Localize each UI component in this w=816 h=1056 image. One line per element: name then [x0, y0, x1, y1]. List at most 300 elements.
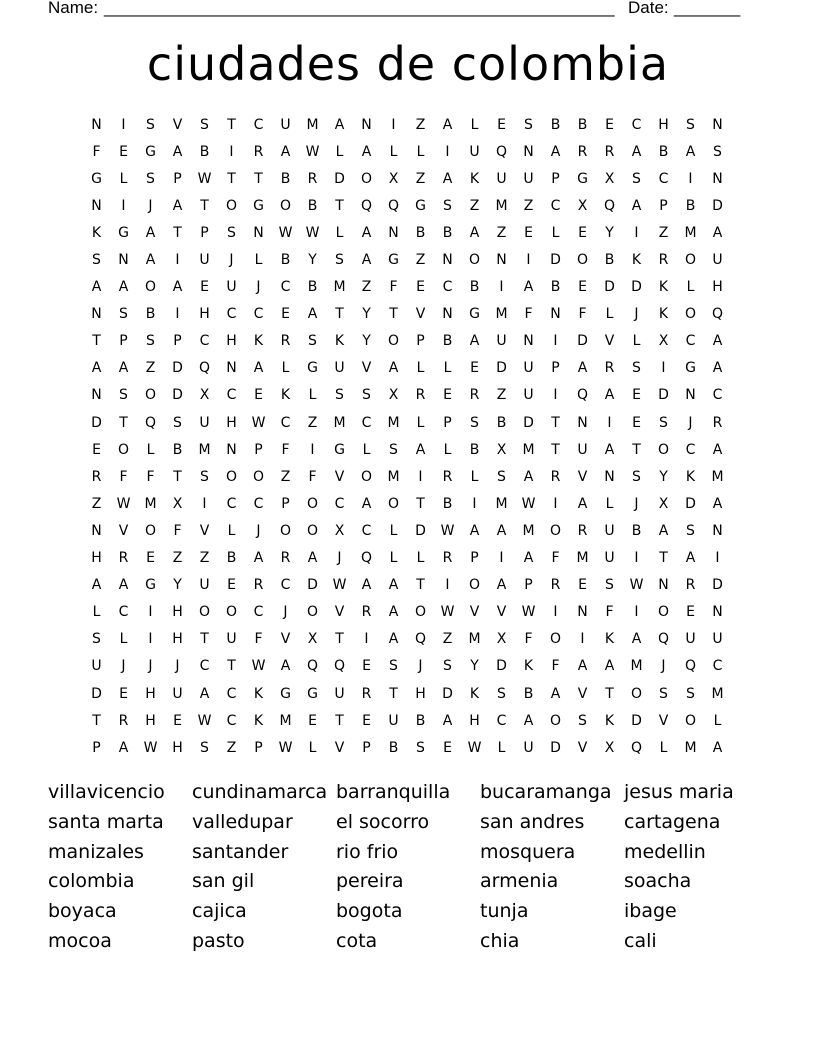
grid-letter: V: [334, 739, 345, 756]
grid-letter: M: [495, 197, 508, 214]
grid-letter: W: [278, 739, 293, 756]
grid-row: [83, 192, 731, 219]
grid-letter: B: [685, 197, 696, 214]
grid-letter: E: [119, 685, 128, 702]
grid-letter: S: [524, 116, 533, 133]
grid-letter: P: [551, 360, 560, 377]
grid-letter: M: [522, 522, 535, 539]
grid-letter: K: [253, 333, 264, 350]
grid-letter: T: [200, 631, 209, 648]
grid-letter: L: [551, 224, 560, 241]
grid-letter: P: [362, 739, 371, 756]
grid-letter: N: [577, 414, 588, 431]
grid-letter: I: [148, 631, 153, 648]
grid-letter: I: [391, 116, 396, 133]
grid-letter: T: [389, 306, 398, 323]
grid-letter: O: [468, 252, 481, 269]
grid-letter: R: [712, 414, 723, 431]
grid-letter: T: [335, 306, 344, 323]
grid-letter: T: [605, 685, 614, 702]
grid-letter: F: [578, 306, 587, 323]
grid-letter: G: [91, 170, 102, 187]
grid-letter: B: [658, 143, 669, 160]
date-label: Date:: [628, 0, 669, 17]
grid-letter: Y: [308, 252, 317, 269]
grid-letter: R: [442, 550, 453, 567]
grid-letter: U: [226, 631, 237, 648]
grid-letter: J: [229, 252, 234, 269]
grid-letter: C: [253, 604, 264, 621]
grid-letter: H: [658, 116, 669, 133]
grid-letter: A: [199, 685, 210, 702]
grid-letter: Y: [470, 658, 479, 675]
grid-letter: C: [280, 577, 291, 594]
grid-letter: E: [254, 387, 263, 404]
grid-letter: C: [631, 116, 642, 133]
word-list-item: valledupar: [192, 810, 293, 833]
word-list-item: san andres: [480, 810, 585, 833]
grid-letter: O: [144, 279, 157, 296]
grid-letter: J: [634, 495, 639, 512]
grid-letter: U: [712, 631, 723, 648]
grid-letter: K: [469, 170, 480, 187]
grid-letter: E: [470, 360, 479, 377]
grid-row: [83, 246, 731, 273]
grid-letter: L: [335, 143, 344, 160]
grid-letter: A: [415, 441, 426, 458]
grid-letter: H: [172, 739, 183, 756]
grid-letter: S: [713, 143, 722, 160]
grid-letter: E: [308, 712, 317, 729]
grid-letter: A: [388, 631, 399, 648]
grid-letter: Q: [684, 658, 697, 675]
grid-letter: G: [253, 197, 264, 214]
grid-letter: T: [92, 712, 101, 729]
grid-letter: R: [307, 170, 318, 187]
grid-letter: A: [361, 224, 372, 241]
grid-letter: S: [146, 333, 155, 350]
grid-letter: L: [416, 550, 425, 567]
grid-letter: U: [388, 712, 399, 729]
grid-letter: Z: [496, 224, 507, 241]
grid-letter: L: [632, 333, 641, 350]
grid-letter: R: [415, 387, 426, 404]
grid-letter: C: [361, 522, 372, 539]
grid-letter: S: [119, 306, 128, 323]
grid-letter: S: [389, 441, 398, 458]
grid-letter: U: [91, 658, 102, 675]
grid-letter: E: [632, 414, 641, 431]
grid-letter: R: [658, 252, 669, 269]
grid-letter: A: [91, 577, 102, 594]
grid-letter: K: [523, 658, 534, 675]
grid-letter: R: [577, 143, 588, 160]
grid-letter: M: [711, 685, 724, 702]
grid-letter: T: [659, 550, 668, 567]
grid-letter: X: [658, 495, 669, 512]
grid-row: [83, 680, 731, 707]
grid-letter: M: [684, 739, 697, 756]
grid-letter: E: [200, 279, 209, 296]
grid-letter: C: [334, 495, 345, 512]
name-field[interactable]: ______________________________________________________: [104, 0, 615, 17]
grid-letter: U: [604, 522, 615, 539]
grid-letter: A: [712, 739, 723, 756]
grid-letter: X: [496, 441, 507, 458]
grid-row: [83, 599, 731, 626]
grid-letter: S: [362, 387, 371, 404]
grid-letter: Z: [658, 224, 669, 241]
grid-letter: Z: [496, 387, 507, 404]
grid-letter: T: [92, 333, 101, 350]
grid-letter: Q: [360, 197, 373, 214]
grid-letter: H: [145, 685, 156, 702]
word-list-item: manizales: [48, 840, 144, 863]
grid-letter: D: [496, 360, 507, 377]
grid-letter: T: [389, 685, 398, 702]
grid-letter: P: [200, 224, 209, 241]
grid-letter: K: [658, 306, 669, 323]
grid-letter: T: [173, 468, 182, 485]
grid-letter: P: [281, 495, 290, 512]
grid-row: [83, 490, 731, 517]
grid-letter: L: [686, 279, 695, 296]
grid-letter: W: [116, 495, 131, 512]
grid-letter: M: [630, 658, 643, 675]
grid-letter: C: [253, 495, 264, 512]
grid-letter: N: [685, 387, 696, 404]
grid-letter: A: [172, 279, 183, 296]
grid-letter: R: [91, 468, 102, 485]
grid-letter: A: [658, 522, 669, 539]
grid-letter: Z: [91, 495, 102, 512]
grid-letter: G: [577, 170, 588, 187]
grid-letter: W: [440, 522, 455, 539]
grid-letter: P: [524, 577, 533, 594]
grid-letter: Q: [711, 306, 724, 323]
grid-letter: P: [254, 739, 263, 756]
grid-letter: L: [605, 495, 614, 512]
grid-letter: D: [307, 577, 318, 594]
grid-letter: X: [604, 739, 615, 756]
grid-letter: Z: [469, 197, 480, 214]
grid-letter: M: [522, 441, 535, 458]
grid-letter: Q: [144, 414, 157, 431]
grid-letter: E: [443, 387, 452, 404]
grid-letter: S: [227, 224, 236, 241]
grid-letter: D: [172, 360, 183, 377]
grid-row: [83, 626, 731, 653]
grid-letter: N: [118, 252, 129, 269]
grid-letter: E: [443, 739, 452, 756]
grid-letter: S: [497, 468, 506, 485]
grid-letter: U: [523, 170, 534, 187]
grid-letter: C: [280, 279, 291, 296]
grid-letter: W: [521, 604, 536, 621]
grid-letter: U: [523, 360, 534, 377]
grid-letter: K: [685, 468, 696, 485]
grid-letter: A: [118, 739, 129, 756]
grid-letter: U: [604, 550, 615, 567]
grid-letter: A: [496, 577, 507, 594]
grid-letter: O: [279, 522, 292, 539]
grid-letter: C: [361, 414, 372, 431]
grid-row: [83, 138, 731, 165]
grid-row: [83, 274, 731, 301]
grid-letter: L: [389, 550, 398, 567]
grid-letter: S: [470, 414, 479, 431]
grid-letter: G: [469, 306, 480, 323]
grid-row: [83, 734, 731, 761]
grid-letter: E: [173, 712, 182, 729]
word-list-item: barranquilla: [336, 781, 451, 803]
grid-letter: T: [227, 170, 236, 187]
grid-letter: D: [91, 685, 102, 702]
grid-letter: X: [388, 387, 399, 404]
grid-letter: Q: [414, 631, 427, 648]
grid-letter: O: [252, 468, 265, 485]
grid-letter: V: [280, 631, 291, 648]
grid-letter: S: [146, 170, 155, 187]
grid-letter: A: [712, 224, 723, 241]
grid-row: [83, 545, 731, 572]
grid-letter: R: [442, 468, 453, 485]
grid-letter: W: [467, 739, 482, 756]
grid-letter: U: [172, 685, 183, 702]
grid-letter: H: [226, 414, 237, 431]
grid-letter: M: [468, 631, 481, 648]
grid-row: [83, 572, 731, 599]
word-list-item: soacha: [624, 870, 692, 893]
grid-letter: S: [308, 333, 317, 350]
grid-letter: T: [335, 631, 344, 648]
grid-letter: R: [550, 468, 561, 485]
grid-letter: Z: [280, 468, 291, 485]
word-list-item: ibage: [624, 900, 677, 923]
grid-letter: Z: [415, 116, 426, 133]
grid-letter: C: [253, 116, 264, 133]
grid-letter: B: [415, 224, 426, 241]
word-list-item: mosquera: [480, 840, 576, 863]
grid-letter: C: [712, 387, 723, 404]
grid-letter: C: [280, 414, 291, 431]
grid-letter: P: [119, 333, 128, 350]
grid-letter: L: [713, 712, 722, 729]
grid-letter: J: [256, 522, 261, 539]
grid-letter: Z: [172, 550, 183, 567]
grid-letter: U: [712, 252, 723, 269]
grid-letter: A: [604, 387, 615, 404]
grid-letter: N: [226, 441, 237, 458]
grid-letter: A: [172, 143, 183, 160]
grid-letter: D: [415, 522, 426, 539]
grid-letter: M: [684, 224, 697, 241]
grid-letter: O: [306, 495, 319, 512]
grid-letter: A: [685, 143, 696, 160]
grid-letter: K: [253, 685, 264, 702]
grid-letter: I: [364, 631, 369, 648]
grid-letter: A: [388, 604, 399, 621]
grid-letter: L: [254, 252, 263, 269]
grid-letter: O: [279, 197, 292, 214]
grid-letter: R: [550, 577, 561, 594]
grid-letter: S: [632, 360, 641, 377]
grid-letter: B: [577, 116, 588, 133]
grid-letter: O: [657, 604, 670, 621]
grid-letter: O: [225, 604, 238, 621]
grid-letter: A: [577, 360, 588, 377]
grid-letter: N: [658, 577, 669, 594]
grid-letter: N: [523, 143, 534, 160]
grid-letter: L: [389, 143, 398, 160]
grid-letter: K: [91, 224, 102, 241]
grid-letter: B: [442, 495, 453, 512]
grid-letter: C: [226, 387, 237, 404]
grid-letter: E: [632, 387, 641, 404]
grid-letter: U: [577, 441, 588, 458]
date-field[interactable]: _______: [674, 0, 741, 17]
grid-letter: D: [550, 252, 561, 269]
grid-letter: N: [361, 116, 372, 133]
grid-letter: T: [335, 712, 344, 729]
grid-letter: K: [334, 333, 345, 350]
grid-letter: L: [119, 631, 128, 648]
grid-letter: N: [523, 333, 534, 350]
grid-letter: D: [550, 739, 561, 756]
grid-letter: E: [362, 712, 371, 729]
grid-letter: Q: [630, 739, 643, 756]
word-list-item: rio frio: [336, 840, 399, 863]
grid-letter: O: [225, 468, 238, 485]
grid-row: [83, 707, 731, 734]
grid-letter: V: [118, 522, 129, 539]
grid-letter: H: [91, 550, 102, 567]
grid-letter: T: [227, 116, 236, 133]
grid-letter: F: [551, 550, 560, 567]
grid-letter: U: [496, 170, 507, 187]
grid-letter: A: [577, 658, 588, 675]
grid-letter: G: [388, 252, 399, 269]
grid-letter: A: [388, 360, 399, 377]
grid-letter: A: [550, 685, 561, 702]
grid-letter: Q: [603, 197, 616, 214]
grid-letter: C: [496, 712, 507, 729]
grid-letter: A: [442, 712, 453, 729]
grid-letter: M: [495, 495, 508, 512]
grid-letter: O: [306, 522, 319, 539]
grid-letter: F: [524, 306, 533, 323]
grid-letter: C: [685, 441, 696, 458]
grid-letter: V: [577, 739, 588, 756]
grid-letter: N: [253, 224, 264, 241]
grid-letter: N: [496, 252, 507, 269]
grid-letter: S: [335, 387, 344, 404]
grid-letter: N: [91, 197, 102, 214]
grid-letter: Q: [387, 197, 400, 214]
grid-letter: O: [198, 604, 211, 621]
grid-letter: P: [173, 333, 182, 350]
word-list-item: pereira: [336, 870, 404, 893]
grid-letter: U: [199, 577, 210, 594]
grid-letter: N: [550, 306, 561, 323]
grid-letter: T: [119, 414, 128, 431]
grid-letter: I: [175, 252, 180, 269]
grid-letter: E: [605, 116, 614, 133]
grid-letter: F: [173, 522, 182, 539]
grid-letter: O: [144, 387, 157, 404]
word-list-item: colombia: [48, 870, 135, 893]
grid-letter: V: [415, 306, 426, 323]
word-list-item: boyaca: [48, 900, 117, 923]
grid-letter: A: [91, 279, 102, 296]
grid-letter: S: [605, 577, 614, 594]
grid-letter: H: [469, 712, 480, 729]
grid-letter: I: [553, 495, 558, 512]
grid-letter: V: [577, 468, 588, 485]
grid-letter: P: [659, 197, 668, 214]
grid-letter: A: [118, 360, 129, 377]
grid-letter: E: [92, 441, 101, 458]
grid-letter: Q: [657, 631, 670, 648]
grid-letter: B: [199, 143, 210, 160]
grid-letter: T: [551, 414, 560, 431]
grid-letter: Y: [659, 468, 668, 485]
grid-letter: T: [227, 658, 236, 675]
grid-letter: S: [92, 252, 101, 269]
grid-letter: F: [146, 468, 155, 485]
grid-letter: A: [631, 197, 642, 214]
grid-letter: P: [551, 170, 560, 187]
grid-letter: T: [416, 577, 425, 594]
word-list-item: tunja: [480, 900, 529, 923]
word-list-item: pasto: [192, 929, 245, 952]
grid-letter: N: [442, 306, 453, 323]
grid-letter: G: [415, 197, 426, 214]
grid-letter: M: [387, 468, 400, 485]
grid-letter: O: [657, 441, 670, 458]
grid-letter: I: [445, 143, 450, 160]
grid-letter: U: [523, 739, 534, 756]
grid-letter: X: [307, 631, 318, 648]
grid-letter: X: [496, 631, 507, 648]
grid-letter: S: [389, 658, 398, 675]
grid-letter: C: [685, 333, 696, 350]
grid-letter: C: [658, 170, 669, 187]
word-list-item: chia: [480, 929, 520, 952]
grid-letter: O: [387, 333, 400, 350]
grid-letter: B: [604, 252, 615, 269]
grid-letter: A: [577, 495, 588, 512]
grid-letter: D: [712, 197, 723, 214]
grid-letter: N: [91, 387, 102, 404]
grid-letter: V: [469, 604, 480, 621]
grid-letter: M: [306, 116, 319, 133]
grid-letter: S: [416, 739, 425, 756]
grid-letter: A: [145, 224, 156, 241]
grid-letter: D: [172, 387, 183, 404]
grid-letter: V: [334, 604, 345, 621]
word-list-item: cota: [336, 929, 378, 952]
grid-letter: O: [684, 306, 697, 323]
grid-letter: W: [332, 577, 347, 594]
grid-letter: H: [172, 604, 183, 621]
grid-letter: Q: [495, 143, 508, 160]
grid-letter: N: [712, 522, 723, 539]
grid-letter: G: [307, 360, 318, 377]
grid-letter: I: [526, 252, 531, 269]
grid-letter: L: [659, 739, 668, 756]
grid-letter: C: [226, 306, 237, 323]
